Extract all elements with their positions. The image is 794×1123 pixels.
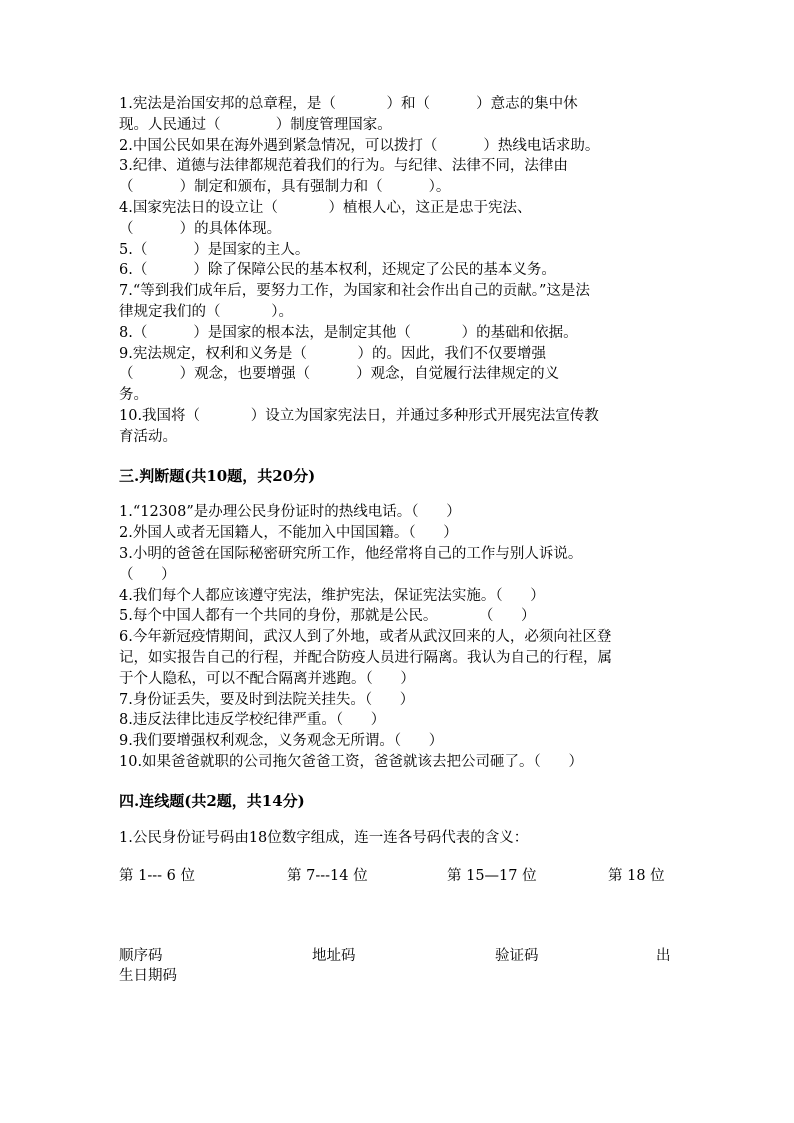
question-line: 10.如果爸爸就职的公司拖欠爸爸工资，爸爸就该去把公司砸了。（ ） bbox=[119, 753, 583, 770]
question-line: 4.我们每个人都应该遵守宪法，维护宪法，保证宪法实施。（ ） bbox=[119, 587, 545, 604]
code-meaning-wrap: 生日期码 bbox=[119, 968, 177, 985]
digit-position-item[interactable]: 第 18 位 bbox=[608, 868, 665, 885]
fill-blank-question bbox=[119, 406, 674, 448]
question-line: 8.违反法律比违反学校纪律严重。（ ） bbox=[119, 712, 386, 729]
question-line: 记，如实报告自己的行程，并配合防疫人员进行隔离。我认为自己的行程，属 bbox=[119, 649, 612, 666]
section-3-heading: 三.判断题(共10题，共20分) bbox=[119, 466, 316, 485]
digit-position-item[interactable]: 第 7---14 位 bbox=[287, 868, 368, 885]
code-meaning-item[interactable]: 验证码 bbox=[495, 948, 539, 965]
question-line: 6.今年新冠疫情期间，武汉人到了外地，或者从武汉回来的人，必须向社区登 bbox=[119, 629, 612, 646]
question-line: 1.宪法是治国安邦的总章程，是（ ）和（ ）意志的集中休 bbox=[119, 96, 578, 112]
question-line: 2.外国人或者无国籍人，不能加入中国国籍。（ ） bbox=[119, 525, 458, 542]
fill-blank-question bbox=[119, 240, 674, 261]
fill-blank-question bbox=[119, 156, 674, 198]
question-line: 6.（ ）除了保障公民的基本权利，还规定了公民的基本义务。 bbox=[119, 262, 556, 279]
section-4-heading: 四.连线题(共2题，共14分) bbox=[119, 791, 305, 810]
code-meaning-item[interactable]: 顺序码 bbox=[119, 948, 163, 965]
fill-blank-section bbox=[119, 94, 674, 448]
question-line: 1.“12308”是办理公民身份证时的热线电话。（ ） bbox=[119, 504, 461, 521]
fill-blank-question bbox=[119, 344, 674, 406]
fill-blank-question bbox=[119, 198, 674, 240]
question-line: 4.国家宪法日的设立让（ ）植根人心，这正是忠于宪法、 bbox=[119, 199, 532, 216]
code-meaning-item[interactable]: 出 bbox=[656, 948, 671, 965]
code-meaning-item[interactable]: 地址码 bbox=[312, 948, 356, 965]
question-line: 现。人民通过（ ）制度管理国家。 bbox=[119, 116, 392, 133]
true-false-section bbox=[119, 502, 674, 772]
matching-question: 1.公民身份证号码由18位数字组成，连一连各号码代表的含义： bbox=[119, 829, 529, 846]
fill-blank-question bbox=[119, 260, 674, 281]
question-line: 10.我国将（ ）设立为国家宪法日，并通过多种形式开展宪法宣传教 bbox=[119, 407, 599, 424]
question-line: 律规定我们的（ ）。 bbox=[119, 303, 293, 320]
fill-blank-question bbox=[119, 136, 674, 157]
worksheet-page bbox=[119, 94, 674, 987]
digit-position-item[interactable]: 第 15—17 位 bbox=[447, 868, 537, 885]
question-line: 7.“等到我们成年后，要努力工作，为国家和社会作出自己的贡献。”这是法 bbox=[119, 283, 590, 300]
question-line: 7.身份证丢失，要及时到法院关挂失。（ ） bbox=[119, 691, 415, 708]
question-line: 5.（ ）是国家的主人。 bbox=[119, 241, 310, 258]
question-line: 育活动。 bbox=[119, 428, 177, 445]
fill-blank-question bbox=[119, 323, 674, 344]
question-line: 3.小明的爸爸在国际秘密研究所工作，他经常将自己的工作与别人诉说。 bbox=[119, 545, 583, 562]
fill-blank-question bbox=[119, 281, 674, 323]
digit-position-item[interactable]: 第 1--- 6 位 bbox=[119, 868, 195, 885]
question-line: 9.我们要增强权利观念，义务观念无所谓。（ ） bbox=[119, 733, 444, 750]
question-line: （ ）的具体体现。 bbox=[119, 220, 282, 237]
digit-position-row bbox=[119, 866, 674, 886]
question-line: 3.纪律、道德与法律都规范着我们的行为。与纪律、法律不同，法律由 bbox=[119, 158, 568, 175]
question-line: 8.（ ）是国家的根本法，是制定其他（ ）的基础和依据。 bbox=[119, 324, 578, 341]
question-line: （ ）观念，也要增强（ ）观念，自觉履行法律规定的义 bbox=[119, 366, 560, 383]
question-line: 于个人隐私，可以不配合隔离并逃跑。（ ） bbox=[119, 670, 415, 687]
question-line: 5.每个中国人都有一个共同的身份，那就是公民。 （ ） bbox=[119, 608, 536, 625]
question-line: 9.宪法规定，权利和义务是（ ）的。因此，我们不仅要增强 bbox=[119, 345, 547, 362]
fill-blank-question bbox=[119, 94, 674, 136]
question-line: 2.中国公民如果在海外遇到紧急情况，可以拨打（ ）热线电话求助。 bbox=[119, 137, 600, 154]
question-line: （ ） bbox=[119, 566, 176, 583]
code-meaning-row bbox=[119, 946, 674, 966]
question-line: （ ）制定和颁布，具有强制力和（ ）。 bbox=[119, 179, 451, 196]
question-line: 务。 bbox=[119, 387, 148, 404]
